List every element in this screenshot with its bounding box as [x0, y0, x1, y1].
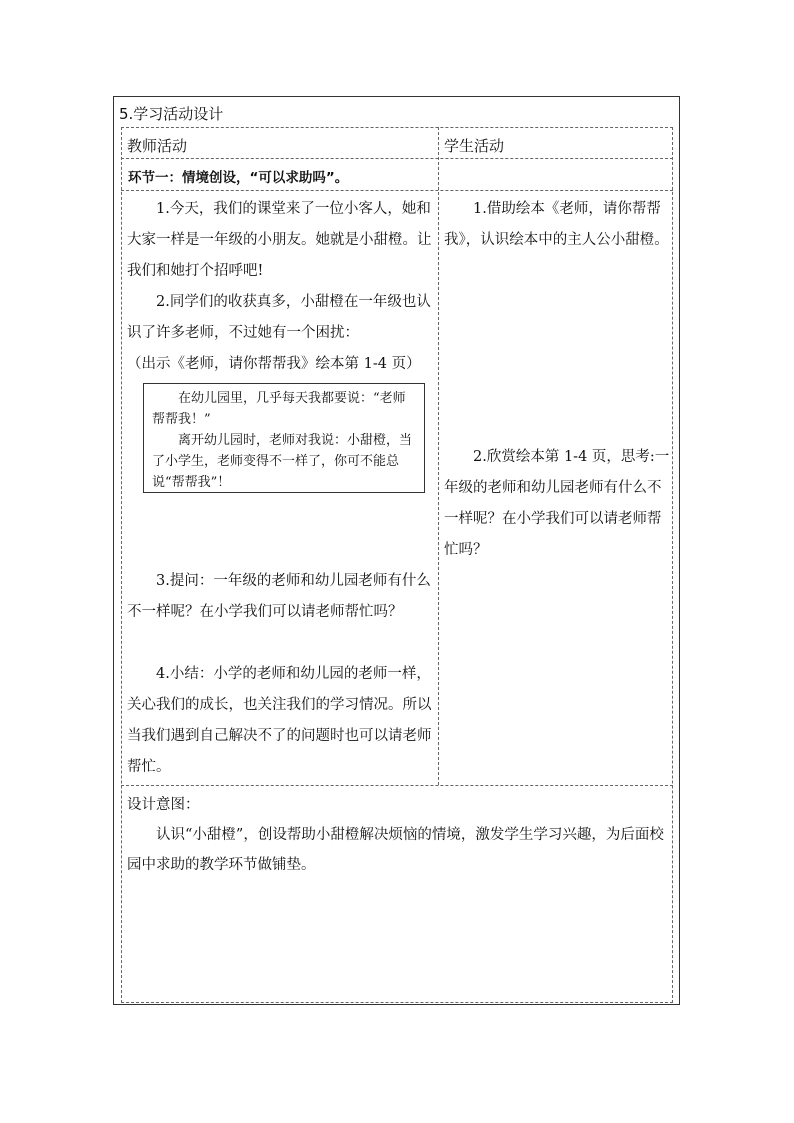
column-divider: [438, 127, 439, 785]
design-intent-text: 认识“小甜橙”，创设帮助小甜橙解决烦恼的情境，激发学生学习兴趣，为后面校园中求助的教学环节做铺垫。: [127, 827, 664, 873]
stage-title: 环节一：情境创设，“可以求助吗”。: [128, 170, 349, 186]
teacher-step-1: 1.今天，我们的课堂来了一位小客人，她和大家一样是一年级的小朋友。她就是小甜橙。让我们和她打个招呼吧!: [127, 201, 432, 279]
table-divider: [121, 785, 673, 786]
teacher-step-4: 4.小结：小学的老师和幼儿园的老师一样，关心我们的成长，也关注我们的学习情况。所以当我们遇到自己解决不了的问题时也可以请老师帮忙。: [127, 666, 432, 775]
teacher-step-2-note: （出示《老师，请你帮帮我》绘本第 1-4 页）: [127, 356, 421, 372]
student-activity-header: 学生活动: [444, 137, 505, 155]
teacher-step-2: 2.同学们的收获真多，小甜橙在一年级也认识了许多老师，不过她有一个困扰：: [127, 294, 431, 341]
table-divider: [121, 158, 673, 159]
picture-book-excerpt: [143, 383, 425, 493]
excerpt-line-2: 离开幼儿园时，老师对我说：小甜橙，当了小学生，老师变得不一样了，你可不能总说“帮帮我”！: [152, 433, 413, 490]
table-divider: [121, 190, 673, 191]
student-step-2: 2.欣赏绘本第 1-4 页，思考:一年级的老师和幼儿园老师有什么不一样呢？在小学我们可以请老师帮忙吗？: [444, 449, 670, 558]
student-step-1: 1.借助绘本《老师，请你帮帮我》，认识绘本中的主人公小甜橙。: [444, 201, 669, 248]
teacher-activity-header: 教师活动: [127, 137, 188, 155]
section-title: 5.学习活动设计: [119, 105, 224, 123]
excerpt-line-1: 在幼儿园里，几乎每天我都要说：“老师帮帮我！”: [152, 391, 406, 427]
teacher-step-3: 3.提问：一年级的老师和幼儿园老师有什么不一样呢？在小学我们可以请老师帮忙吗？: [127, 573, 431, 620]
design-intent-label: 设计意图：: [127, 797, 200, 813]
